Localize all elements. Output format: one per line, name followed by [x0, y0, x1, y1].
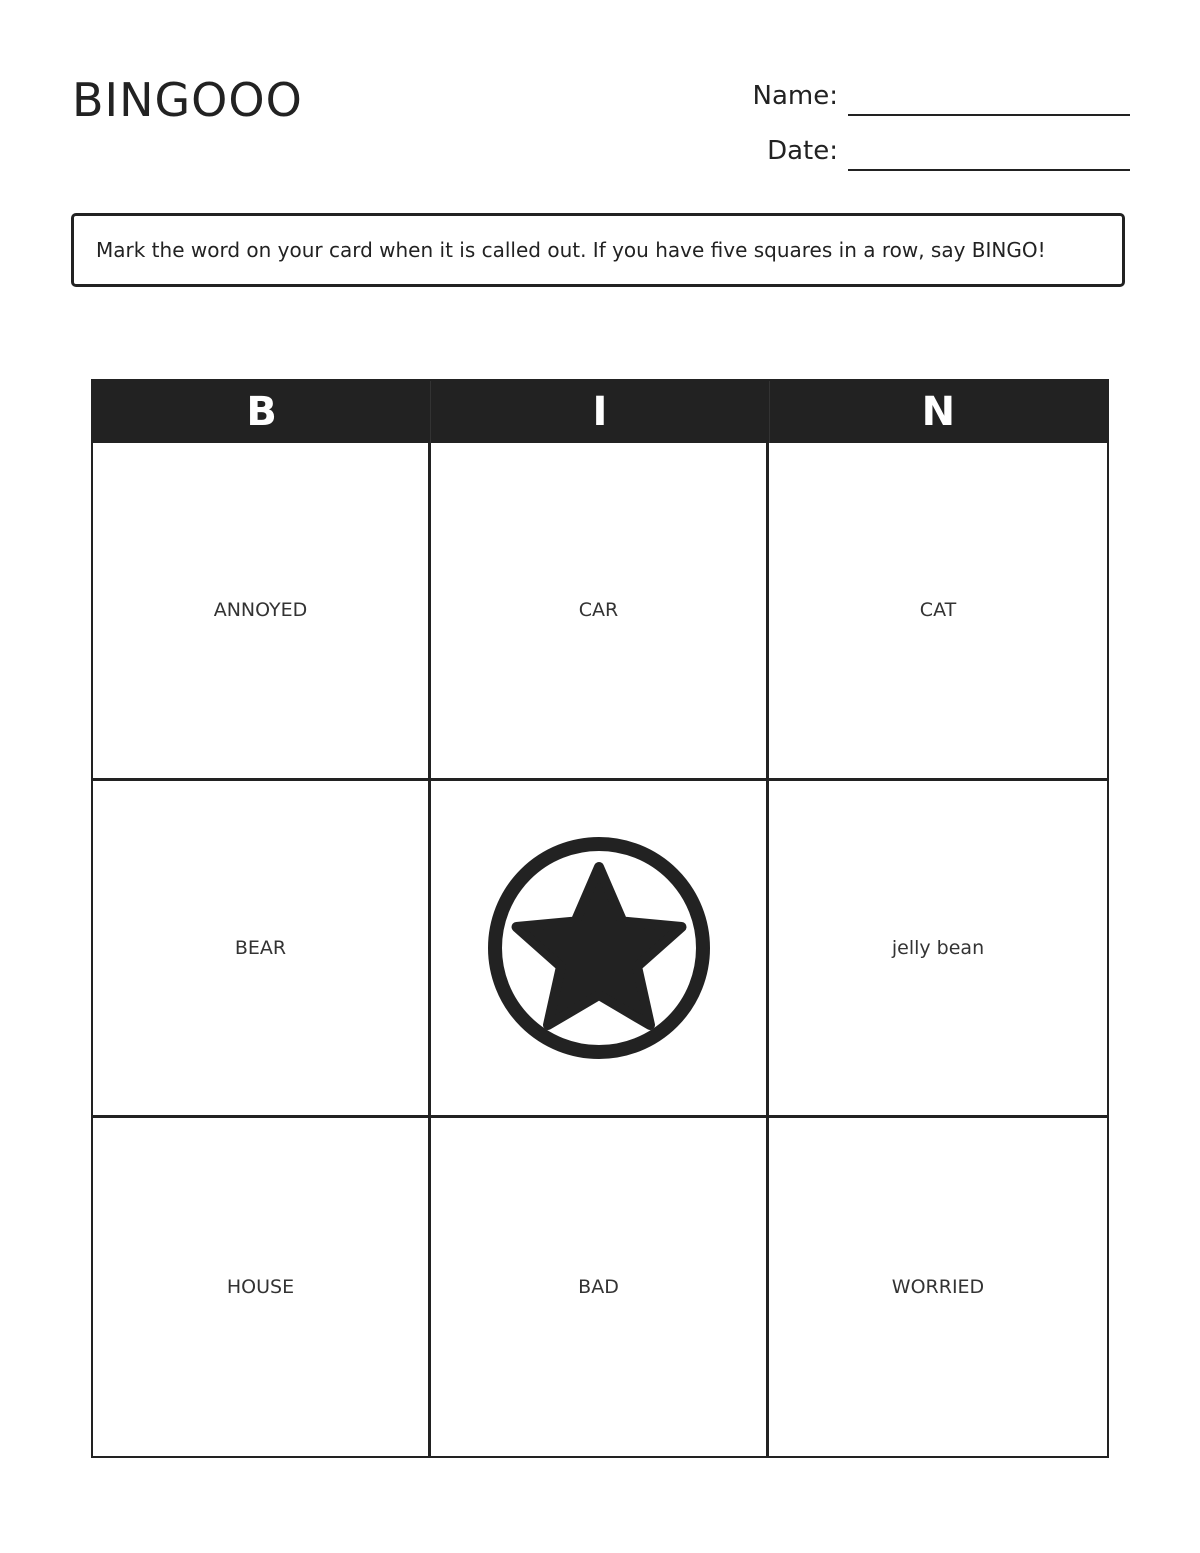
- bingo-grid: [93, 443, 1107, 1456]
- bingo-cell[interactable]: [431, 1118, 769, 1456]
- page-title: BINGOOO: [72, 73, 303, 127]
- cell-word: BAD: [578, 1276, 619, 1299]
- cell-word: WORRIED: [891, 1276, 985, 1299]
- star-in-circle-icon: [488, 837, 710, 1059]
- bingo-card: [91, 379, 1109, 1458]
- column-header-n: N: [921, 389, 956, 435]
- bingo-cell[interactable]: [93, 443, 431, 781]
- name-field[interactable]: [753, 72, 1130, 116]
- column-header-i: I: [431, 381, 769, 443]
- bingo-cell[interactable]: [93, 781, 431, 1119]
- bingo-cell[interactable]: [93, 1118, 431, 1456]
- date-label: Date:: [767, 136, 838, 166]
- free-space-cell[interactable]: [431, 781, 769, 1119]
- cell-word: HOUSE: [226, 1276, 295, 1299]
- cell-word: CAT: [919, 599, 957, 622]
- bingo-cell[interactable]: [769, 443, 1107, 781]
- bingo-cell[interactable]: [769, 1118, 1107, 1456]
- cell-word: BEAR: [234, 936, 287, 959]
- instructions-box: [71, 213, 1125, 287]
- column-header-b: B: [93, 381, 431, 443]
- cell-word: CAR: [578, 599, 619, 622]
- date-line[interactable]: [848, 129, 1130, 171]
- instructions-text: Mark the word on your card when it is called out. If you have five squares in a row, say BINGO!: [96, 238, 1046, 262]
- cell-word: ANNOYED: [213, 599, 308, 622]
- bingo-cell[interactable]: [769, 781, 1107, 1119]
- cell-word: jelly bean: [891, 936, 985, 959]
- name-label: Name:: [752, 81, 838, 111]
- name-line[interactable]: [848, 74, 1130, 116]
- date-field[interactable]: [767, 127, 1130, 171]
- bingo-header-row: [93, 381, 1107, 443]
- bingo-cell[interactable]: [431, 443, 769, 781]
